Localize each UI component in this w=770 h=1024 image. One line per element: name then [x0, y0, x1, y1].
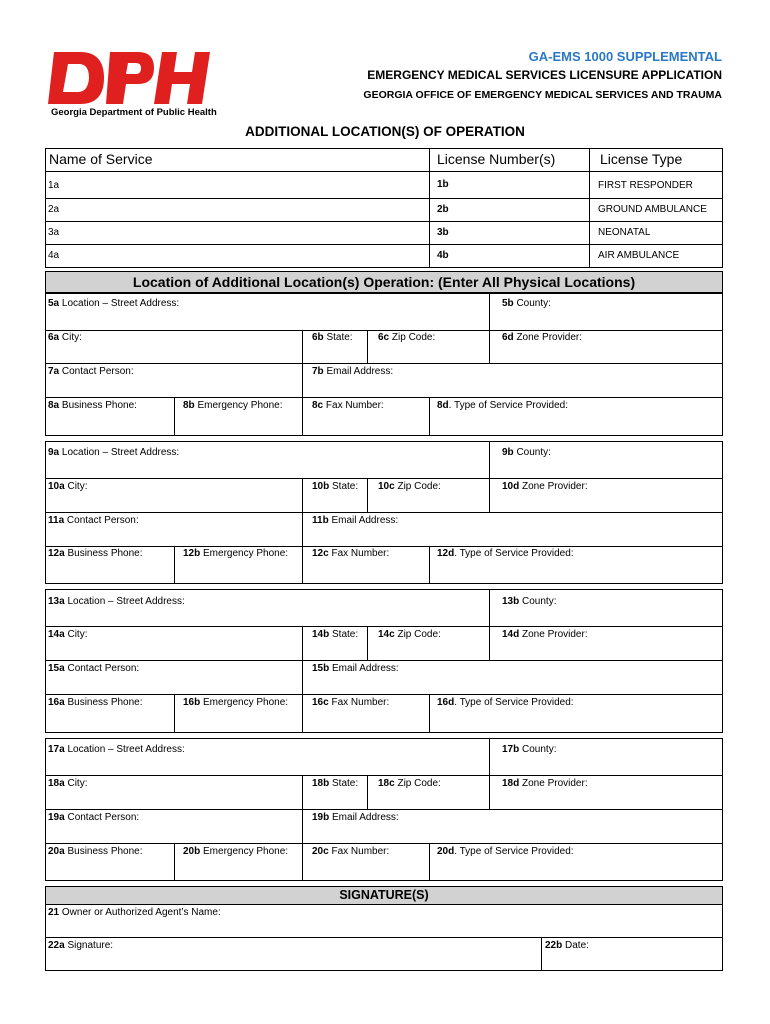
zone-provider-field[interactable]: 10d Zone Provider: [502, 481, 588, 492]
contact-person-field[interactable]: 11a Contact Person: [48, 515, 139, 526]
email-address-field[interactable]: 19b Email Address: [312, 812, 399, 823]
state-field[interactable]: 6b State: [312, 332, 353, 343]
county-field[interactable]: 5b County: [502, 298, 551, 309]
license-number-field[interactable]: 4b [437, 250, 449, 261]
emergency-phone-field[interactable]: 16b Emergency Phone: [183, 697, 289, 708]
city-field[interactable]: 14a City: [48, 629, 88, 640]
zip-code-field[interactable]: 18c Zip Code: [378, 778, 441, 789]
license-number-field[interactable]: 3b [437, 227, 449, 238]
business-phone-field[interactable]: 12a Business Phone: [48, 548, 143, 559]
logo-subtitle: Georgia Department of Public Health [51, 107, 217, 118]
contact-person-field[interactable]: 19a Contact Person: [48, 812, 140, 823]
emergency-phone-field[interactable]: 20b Emergency Phone: [183, 846, 289, 857]
fax-number-field[interactable]: 16c Fax Number: [312, 697, 390, 708]
header-license-numbers: License Number(s) [437, 151, 556, 167]
zone-provider-field[interactable]: 18d Zone Provider: [502, 778, 588, 789]
business-phone-field[interactable]: 8a Business Phone: [48, 400, 137, 411]
license-type-label: GROUND AMBULANCE [598, 204, 707, 215]
email-address-field[interactable]: 7b Email Address: [312, 366, 394, 377]
service-type-field[interactable]: 16d. Type of Service Provided: [437, 697, 574, 708]
business-phone-field[interactable]: 20a Business Phone: [48, 846, 143, 857]
page-title: ADDITIONAL LOCATION(S) OF OPERATION [245, 124, 525, 139]
county-field[interactable]: 9b County: [502, 447, 551, 458]
street-address-field[interactable]: 5a Location – Street Address: [48, 298, 180, 309]
signature-field[interactable]: 22a Signature: [48, 940, 114, 951]
city-field[interactable]: 10a City: [48, 481, 88, 492]
service-type-field[interactable]: 12d. Type of Service Provided: [437, 548, 574, 559]
date-field[interactable]: 22b Date: [545, 940, 589, 951]
header-license-type: License Type [600, 151, 683, 167]
city-field[interactable]: 18a City: [48, 778, 88, 789]
fax-number-field[interactable]: 8c Fax Number: [312, 400, 384, 411]
form-heading: EMERGENCY MEDICAL SERVICES LICENSURE APPLICATION [367, 68, 722, 82]
county-field[interactable]: 17b County: [502, 744, 557, 755]
fax-number-field[interactable]: 20c Fax Number: [312, 846, 390, 857]
license-number-field[interactable]: 1b [437, 179, 449, 190]
service-name-field[interactable]: 2a [48, 204, 60, 215]
fax-number-field[interactable]: 12c Fax Number: [312, 548, 390, 559]
service-name-field[interactable]: 3a [48, 227, 60, 238]
form-code: GA-EMS 1000 SUPPLEMENTAL [528, 49, 722, 64]
office-name: GEORGIA OFFICE OF EMERGENCY MEDICAL SERVICES AND TRAUMA [363, 89, 722, 101]
zip-code-field[interactable]: 6c Zip Code: [378, 332, 436, 343]
email-address-field[interactable]: 11b Email Address: [312, 515, 399, 526]
contact-person-field[interactable]: 7a Contact Person: [48, 366, 134, 377]
street-address-field[interactable]: 13a Location – Street Address: [48, 596, 185, 607]
service-type-field[interactable]: 20d. Type of Service Provided: [437, 846, 574, 857]
state-field[interactable]: 10b State: [312, 481, 359, 492]
zip-code-field[interactable]: 10c Zip Code: [378, 481, 441, 492]
street-address-field[interactable]: 17a Location – Street Address: [48, 744, 185, 755]
service-name-field[interactable]: 1a [48, 180, 60, 191]
service-type-field[interactable]: 8d. Type of Service Provided: [437, 400, 568, 411]
owner-name-field[interactable]: 21 Owner or Authorized Agent’s Name: [48, 907, 221, 918]
state-field[interactable]: 14b State: [312, 629, 359, 640]
license-type-label: NEONATAL [598, 227, 651, 238]
location-block-1 [45, 293, 723, 436]
location-block-3 [45, 589, 723, 733]
business-phone-field[interactable]: 16a Business Phone: [48, 697, 143, 708]
contact-person-field[interactable]: 15a Contact Person: [48, 663, 140, 674]
zip-code-field[interactable]: 14c Zip Code: [378, 629, 441, 640]
state-field[interactable]: 18b State: [312, 778, 359, 789]
location-section-header: Location of Additional Location(s) Operation: (Enter All Physical Locations) [45, 271, 723, 293]
zone-provider-field[interactable]: 14d Zone Provider: [502, 629, 588, 640]
emergency-phone-field[interactable]: 8b Emergency Phone: [183, 400, 283, 411]
county-field[interactable]: 13b County: [502, 596, 557, 607]
header-name-of-service: Name of Service [49, 151, 153, 167]
license-number-field[interactable]: 2b [437, 204, 449, 215]
license-type-label: FIRST RESPONDER [598, 180, 693, 191]
emergency-phone-field[interactable]: 12b Emergency Phone: [183, 548, 289, 559]
street-address-field[interactable]: 9a Location – Street Address: [48, 447, 180, 458]
service-name-field[interactable]: 4a [48, 250, 60, 261]
email-address-field[interactable]: 15b Email Address: [312, 663, 399, 674]
signatures-header: SIGNATURE(S) [45, 886, 723, 905]
zone-provider-field[interactable]: 6d Zone Provider: [502, 332, 583, 343]
city-field[interactable]: 6a City: [48, 332, 82, 343]
license-type-label: AIR AMBULANCE [598, 250, 680, 261]
